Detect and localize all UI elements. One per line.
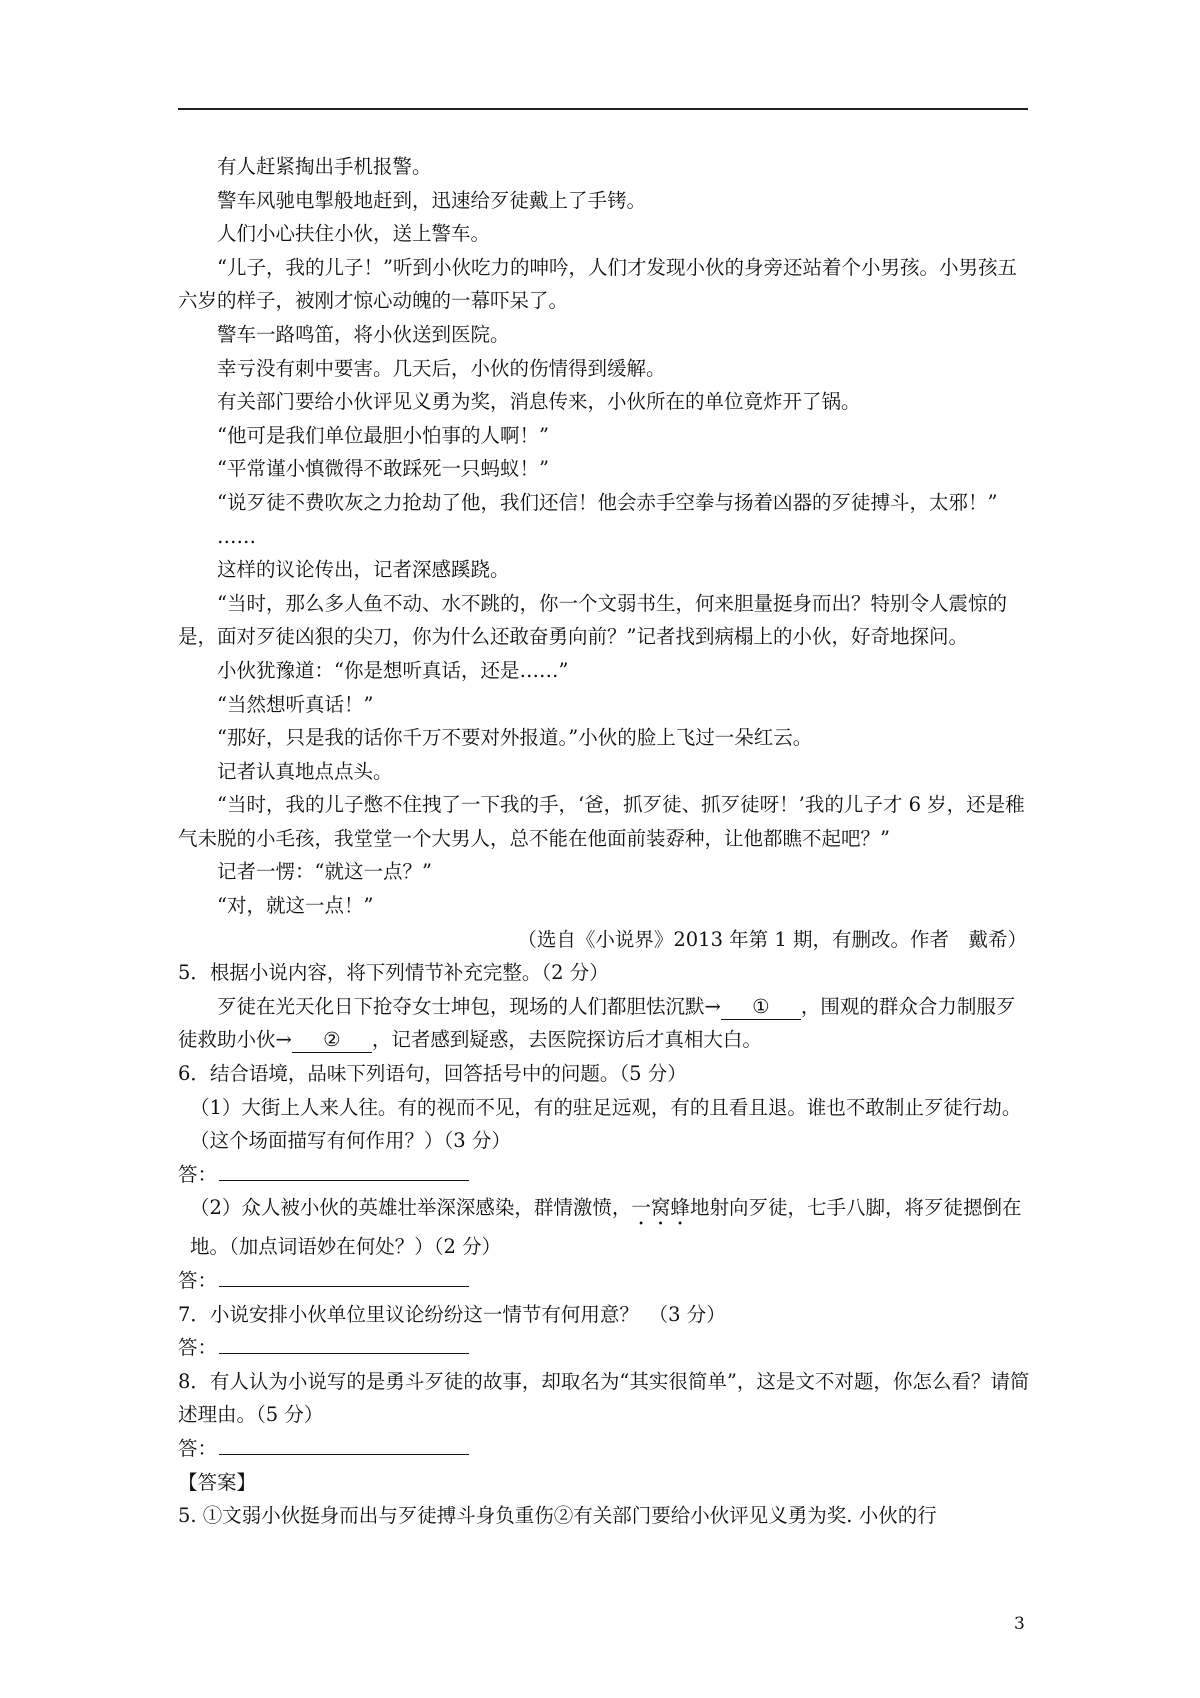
answer-5-text: 5. ①文弱小伙挺身而出与歹徒搏斗身负重伤②有关部门要给小伙评见义勇为奖. 小伙的行 <box>178 1504 937 1528</box>
answer-label: 答： <box>178 1336 218 1360</box>
q5-text-3: ，记者感到疑惑，去医院探访后才真相大白。 <box>371 1028 762 1052</box>
page-number: 3 <box>1014 1614 1025 1634</box>
q6-sub2-text-a: （2）众人被小伙的英雄壮举深深感染，群情激愤， <box>190 1196 632 1220</box>
story-paragraph: 有关部门要给小伙评见义勇为奖，消息传来，小伙所在的单位竟炸开了锅。 <box>217 390 861 414</box>
answer-label: 答： <box>178 1436 218 1460</box>
story-paragraph: “那好，只是我的话你千万不要对外报道。”小伙的脸上飞过一朵红云。 <box>217 726 813 750</box>
header-rule <box>178 108 1028 110</box>
story-paragraph: “他可是我们单位最胆小怕事的人啊！” <box>217 423 549 447</box>
story-paragraph: “平常谨小慎微得不敢踩死一只蚂蚁！” <box>217 457 549 481</box>
question-6-sub-2 <box>178 1191 1033 1264</box>
story-paragraph: 记者认真地点点头。 <box>217 759 393 783</box>
story-paragraph: 人们小心扶住小伙，送上警车。 <box>217 222 491 246</box>
story-paragraph: 警车一路鸣笛，将小伙送到医院。 <box>217 322 510 346</box>
answer-blank <box>219 1158 469 1181</box>
story-paragraph: “说歹徒不费吹灰之力抢劫了他，我们还信！他会赤手空拳与扬着凶器的歹徒搏斗，太邪！” <box>217 490 998 514</box>
q5-text-1: 歹徒在光天化日下抢夺女士坤包，现场的人们都胆怯沉默→ <box>217 994 721 1018</box>
question-7-stem: 7．小说安排小伙单位里议论纷纷这一情节有何用意？ （3 分） <box>178 1302 726 1326</box>
answers-heading: 【答案】 <box>178 1470 257 1494</box>
story-paragraph: 警车风驰电掣般地赶到，迅速给歹徒戴上了手铐。 <box>217 188 647 212</box>
story-paragraph: “当时，我的儿子憋不住拽了一下我的手，‘爸，抓歹徒、抓歹徒呀！’我的儿子才 6 岁，还是稚气未脱的小毛孩，我堂堂一个大男人，总不能在他面前装孬种，让他都瞧不起吧？” <box>178 793 1025 850</box>
answer-blank <box>219 1264 469 1287</box>
question-5-body <box>178 990 1033 1057</box>
story-paragraph: “当时，那么多人鱼不动、水不跳的，你一个文弱书生，何来胆量挺身而出？特别令人震惊的是，面对歹徒凶狠的尖刀，你为什么还敢奋勇向前？”记者找到病榻上的小伙，好奇地探问。 <box>178 591 1007 649</box>
story-paragraph: 记者一愣：“就这一点？” <box>217 860 432 884</box>
question-8-stem: 8．有人认为小说写的是勇斗歹徒的故事，却取名为“其实很简单”，这是文不对题，你怎么看？请简述理由。（5 分） <box>178 1369 1030 1427</box>
question-6-sub-1: （1）大街上人来人往。有的视而不见，有的驻足远观，有的且看且退。谁也不敢制止歹徒行劫。（这个场面描写有何作用？）（3 分） <box>190 1095 1022 1153</box>
answer-line <box>178 1432 1033 1466</box>
question-5-stem: 5．根据小说内容，将下列情节补充完整。（2 分） <box>178 961 609 985</box>
answer-line <box>178 1158 1033 1192</box>
source-citation: （选自《小说界》2013 年第 1 期，有删改。作者 戴希） <box>517 927 1027 951</box>
answer-blank <box>219 1432 469 1455</box>
answer-label: 答： <box>178 1269 218 1292</box>
story-paragraph: 这样的议论传出，记者深感蹊跷。 <box>217 558 510 582</box>
story-paragraph: “当然想听真话！” <box>217 692 374 716</box>
answer-label: 答： <box>178 1162 218 1186</box>
answer-line <box>178 1331 1033 1365</box>
question-6-stem: 6．结合语境，品味下列语句，回答括号中的问题。（5 分） <box>178 1062 687 1086</box>
q5-blank-2: ② <box>292 1028 372 1053</box>
story-paragraph: 小伙犹豫道：“你是想听真话，还是……” <box>217 658 569 682</box>
story-paragraph: …… <box>217 524 256 548</box>
answer-blank <box>219 1331 469 1354</box>
q5-text-2: ，围观的群众合力制服歹徒救助小伙→ <box>178 994 1016 1052</box>
story-paragraph: 有人赶紧掏出手机报警。 <box>217 155 432 178</box>
text-body <box>178 150 1033 1533</box>
q6-dotted-word: 一窝蜂 <box>631 1196 690 1220</box>
q6-sub2-text-b: 地射向歹徒，七手八脚，将歹徒摁倒在地。（加点词语妙在何处？）（2 分） <box>190 1196 1022 1259</box>
story-paragraph: 幸亏没有刺中要害。几天后，小伙的伤情得到缓解。 <box>217 356 666 380</box>
story-paragraph: “对，就这一点！” <box>217 894 374 918</box>
story-paragraph: “儿子，我的儿子！”听到小伙吃力的呻吟，人们才发现小伙的身旁还站着个小男孩。小男孩五六岁的样子，被刚才惊心动魄的一幕吓呆了。 <box>178 255 1017 313</box>
answer-line <box>178 1264 1033 1298</box>
q5-blank-1: ① <box>721 995 801 1020</box>
